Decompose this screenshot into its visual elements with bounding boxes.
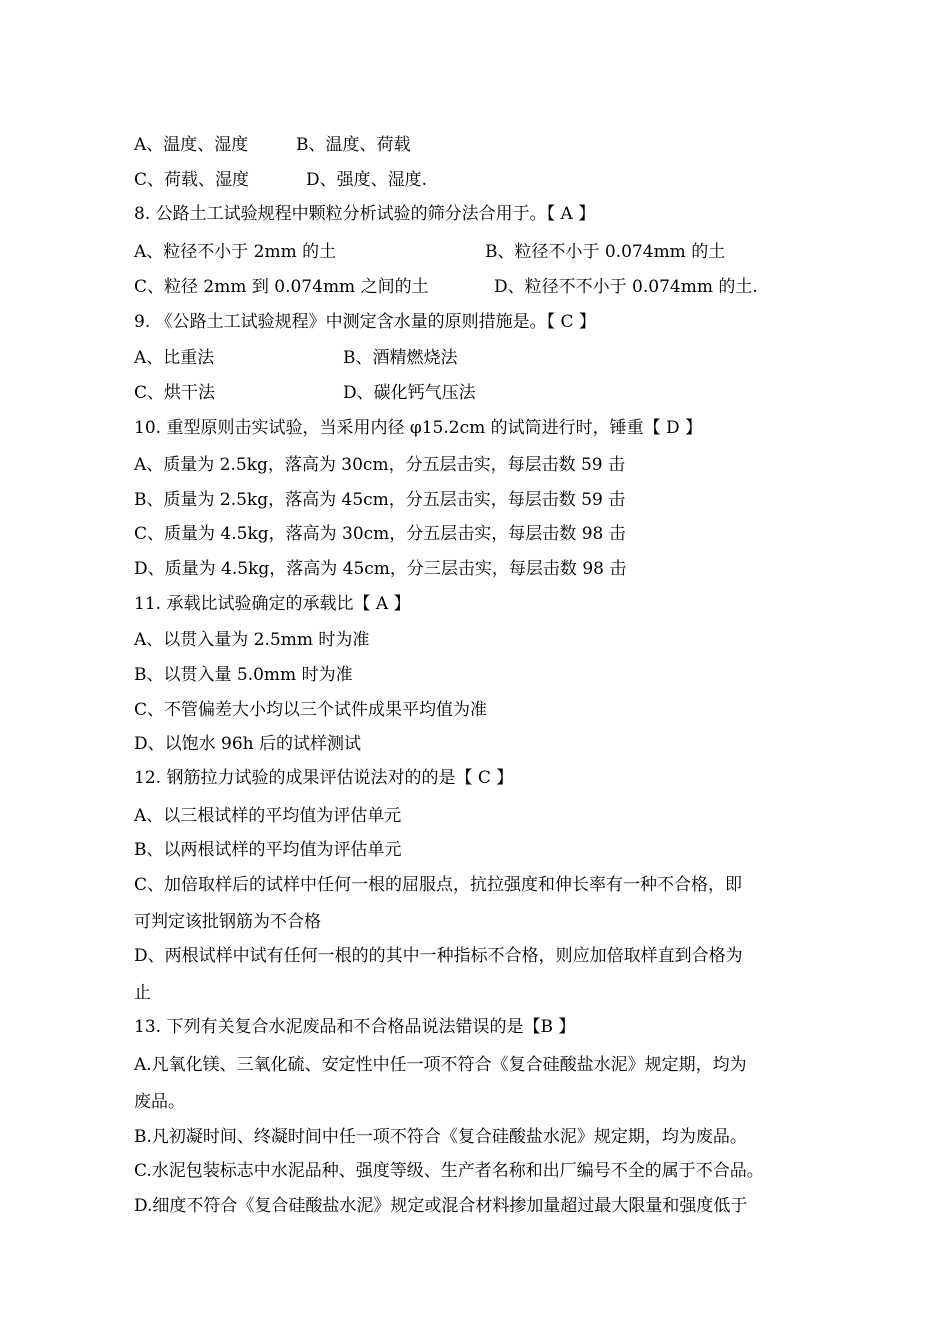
option-a: A、比重法 [134,348,215,368]
question-13: 13. 下列有关复合水泥废品和不合格品说法错误的是【B 】 [134,1017,576,1037]
option-a: A、粒径不小于 2mm 的土 [134,242,337,262]
option-row [134,381,850,405]
option-b: B、质量为 2.5kg，落高为 45cm，分五层击实，每层击数 59 击 [134,490,626,510]
option-b: B、以贯入量 5.0mm 时为准 [134,665,353,685]
option-d: D.细度不符合《复合硅酸盐水泥》规定或混合材料掺加量超过最大限量和强度低于 [134,1196,748,1216]
option-d: D、质量为 4.5kg，落高为 45cm，分三层击实，每层击数 98 击 [134,559,627,579]
option-d: D、碳化钙气压法 [343,383,476,403]
question-8: 8. 公路土工试验规程中颗粒分析试验的筛分法合用于。【 A 】 [134,204,596,224]
option-c: C、质量为 4.5kg，落高为 30cm，分五层击实，每层击数 98 击 [134,524,626,544]
option-a: A、质量为 2.5kg，落高为 30cm，分五层击实，每层击数 59 击 [134,455,626,475]
option-d: D、两根试样中试有任何一根的的其中一种指标不合格，则应加倍取样直到合格为 [134,946,743,966]
option-row [134,168,850,192]
option-a: A、以贯入量为 2.5mm 时为准 [134,630,370,650]
option-a-continued: 废品。 [134,1092,185,1112]
option-b: B、温度、荷载 [296,135,411,155]
option-b: B、以两根试样的平均值为评估单元 [134,840,402,860]
question-12: 12. 钢筋拉力试验的成果评估说法对的的是【 C 】 [134,768,514,788]
option-a: A、温度、湿度 [134,135,249,155]
option-b: B、粒径不小于 0.074mm 的土 [485,242,726,262]
option-c: C、不管偏差大小均以三个试件成果平均值为准 [134,700,488,720]
option-c-continued: 可判定该批钢筋为不合格 [134,912,321,932]
option-row [134,240,850,264]
option-b: B、酒精燃烧法 [343,348,458,368]
option-d-continued: 止 [134,983,151,1003]
option-row [134,346,850,370]
option-b: B.凡初凝时间、终凝时间中任一项不符合《复合硅酸盐水泥》规定期，均为废品。 [134,1127,747,1147]
option-c: C.水泥包装标志中水泥品种、强度等级、生产者名称和出厂编号不全的属于不合品。 [134,1161,764,1181]
question-10: 10. 重型原则击实试验，当采用内径 φ15.2cm 的试筒进行时，锤重【 D 】 [134,418,703,438]
option-a: A.凡氧化镁、三氧化硫、安定性中任一项不符合《复合硅酸盐水泥》规定期，均为 [134,1055,747,1075]
option-c: C、荷载、湿度 [134,170,250,190]
option-c: C、加倍取样后的试样中任何一根的屈服点，抗拉强度和伸长率有一种不合格，即 [134,875,743,895]
question-11: 11. 承载比试验确定的承载比【 A 】 [134,594,411,614]
option-c: C、粒径 2mm 到 0.074mm 之间的土 [134,277,429,297]
option-d: D、以饱水 96h 后的试样测试 [134,734,362,754]
option-c: C、烘干法 [134,383,216,403]
option-row [134,133,850,157]
option-d: D、粒径不不小于 0.074mm 的土. [494,277,758,297]
option-d: D、强度、湿度. [306,170,428,190]
option-a: A、以三根试样的平均值为评估单元 [134,806,402,826]
question-9: 9. 《公路土工试验规程》中测定含水量的原则措施是。【 C 】 [134,312,596,332]
option-row [134,275,850,299]
